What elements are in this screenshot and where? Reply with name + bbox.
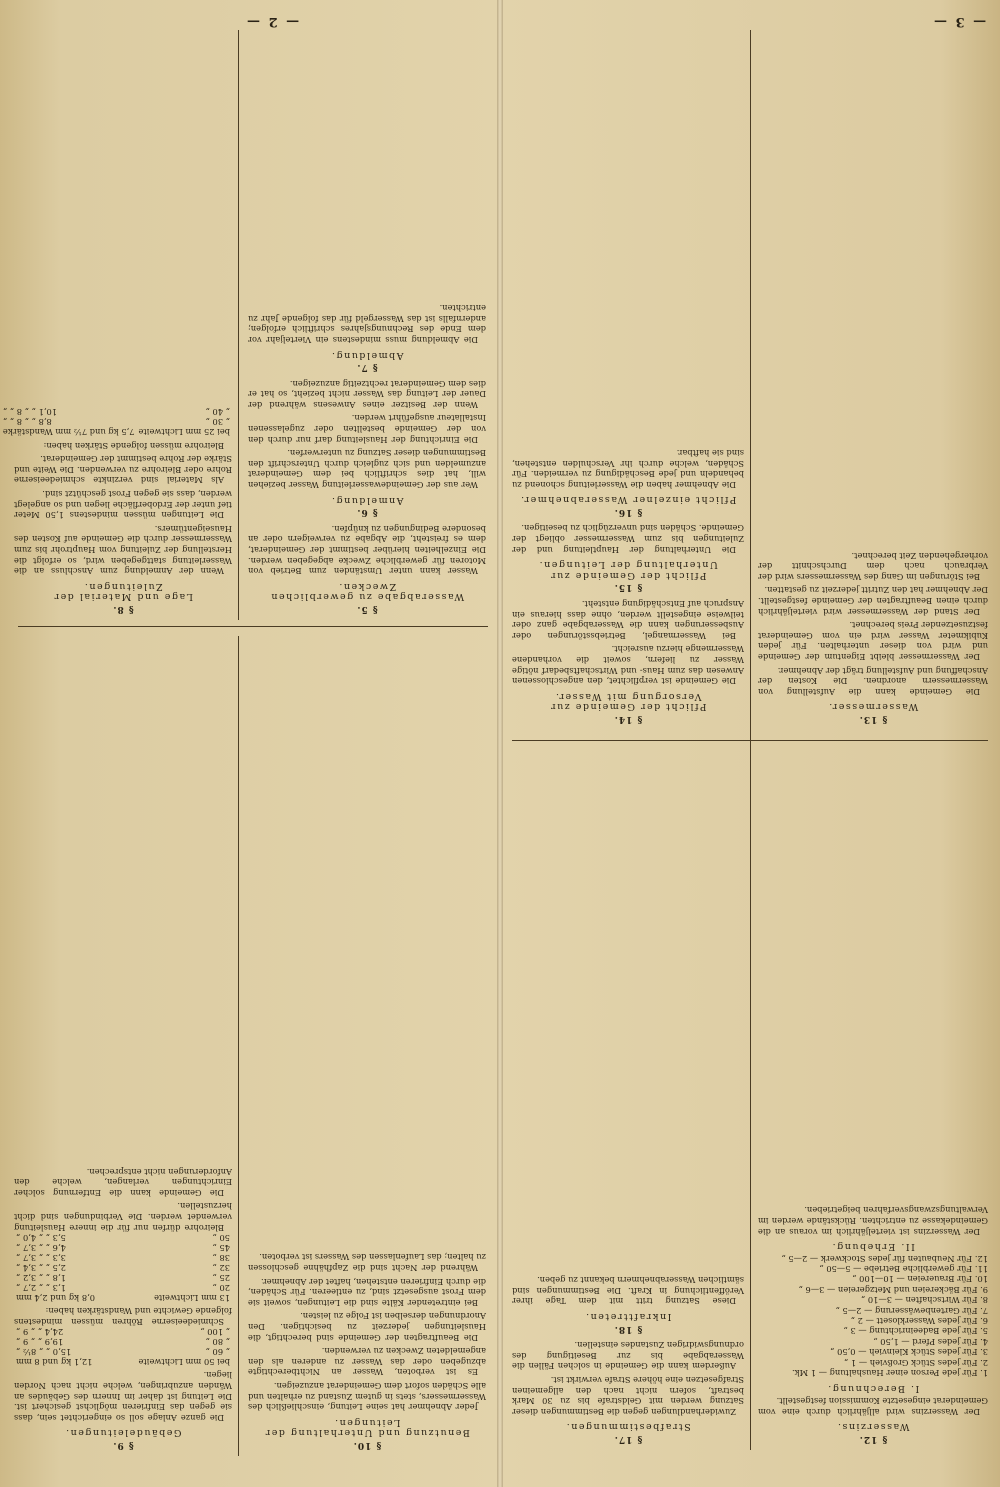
section-heading: § 9.	[112, 1440, 134, 1450]
paragraph: Als Material sind verzinkte schmiedeeiserne Rohre oder Bleirohre zu verwenden. Die Weite und Stärke der Rohre bestimmt der Gemeinderat.	[14, 454, 232, 486]
left-bottom-column-b	[14, 636, 232, 1456]
paragraph: Die Abnehmer haben die Wasserleitung schonend zu behandeln und jede Beschädigung zu vermeiden. Für Schäden, welche durch ihr Verschulden entstehen, sind sie haftbar.	[512, 447, 744, 490]
table-cell: 25 „	[212, 1272, 230, 1283]
section-rule	[18, 626, 488, 627]
table-cell: bei 50 mm Lichtweite	[138, 1356, 230, 1367]
section-heading: § 17.	[613, 1434, 643, 1444]
table-row	[14, 1357, 232, 1367]
right-bottom-column-b	[758, 30, 988, 730]
table-cell: 20 „	[212, 1282, 230, 1293]
paragraph: Der Wasserzins wird alljährlich durch eine vom Gemeinderat eingesetzte Kommission festgestellt.	[758, 1396, 988, 1417]
page-3	[500, 0, 1000, 1487]
fee-list	[758, 1253, 988, 1378]
section-heading: § 6.	[356, 507, 378, 518]
table-cell: 7,5 kg und 7½ mm Wandstärke	[2, 427, 135, 438]
section-title: Benutzung und Unterhaltung der Leitungen.	[264, 1416, 470, 1439]
table-row	[14, 1327, 232, 1337]
paragraph: Die Einrichtung der Hausleitung darf nur durch den von der Gemeinde bestellten oder zugelassenen Installateur ausgeführt werden.	[248, 413, 486, 445]
paragraph: Die Leitungen müssen mindestens 1,50 Meter tief unter der Erdoberfläche liegen und so angelegt werden, dass sie gegen Frost geschützt sind.	[14, 489, 232, 521]
paragraph: Wer aus der Gemeindewasserleitung Wasser beziehen will, hat dies schriftlich bei dem Gemeinderat anzumelden und sich zugleich durch Unterschrift den Bestimmungen dieser Satzung zu unterwerfen.	[248, 448, 486, 491]
section-rule	[512, 740, 988, 741]
paragraph: Bleirohre dürfen nur für die innere Hausleitung verwendet werden. Die Verbindungen sind dicht herzustellen.	[14, 1201, 232, 1233]
right-top-column-a	[512, 30, 744, 730]
paragraph: Wenn der Anmeldung zum Anschluss an die Wasserleitung stattgegeben wird, so erfolgt die Herstellung der Zuleitung vom Hauptrohr bis zum Wassermesser durch die Gemeinde auf Kosten des Hauseigentümers.	[14, 523, 232, 577]
section-heading: § 13.	[858, 714, 888, 724]
table-cell: 5,3 „ „ 4,0 „	[16, 1232, 66, 1243]
table-row	[1, 407, 232, 417]
table-row	[14, 1253, 232, 1263]
table-row	[14, 1243, 232, 1253]
list-item: 6. Für jedes Wasserklosett — 2 „	[850, 1316, 988, 1326]
column-rule	[238, 30, 239, 620]
section-title: Abmeldung.	[330, 349, 404, 361]
table-cell: 1,8 „ „ 3,2 „	[16, 1272, 66, 1283]
list-item: 12. Für Neubauten für jedes Stockwerk — 2—5 „	[781, 1253, 988, 1264]
section-heading: § 8.	[112, 604, 134, 614]
list-item: 9. Für Bäckereien und Metzgereien — 3—6 „	[798, 1284, 988, 1295]
table-cell: bei 25 mm Lichtweite	[138, 427, 230, 438]
subsection-title: I. Berechnung.	[826, 1382, 920, 1394]
section-title: Pflicht der Gemeinde zur Unterhaltung der Leitungen.	[538, 559, 718, 581]
table-cell: „ 80 „	[205, 1336, 230, 1347]
list-item: 3. Für jedes Stück Kleinvieh — 0,50 „	[830, 1347, 988, 1358]
pipe-table	[14, 1233, 232, 1303]
right-top-column-b	[758, 750, 988, 1450]
section-heading: § 14.	[613, 714, 643, 724]
paragraph: Die Gemeinde kann die Entfernung solcher Einrichtungen verlangen, welche den Anforderungen nicht entsprechen.	[14, 1166, 232, 1198]
table-cell: „ 40 „	[205, 407, 230, 418]
table-cell: 12,1 kg und 8 mm	[16, 1356, 93, 1367]
list-item: 10. Für Brauereien — 10—100 „	[852, 1274, 988, 1285]
table-row	[14, 1233, 232, 1243]
section-title: Anmeldung.	[330, 494, 404, 506]
table-cell: 8,8 „ „ 8 „ „	[2, 417, 52, 428]
page-number-3: — 3 —	[932, 14, 987, 29]
subsection-title: II. Erhebung.	[831, 1241, 915, 1253]
table-cell: „ 30 „	[205, 417, 230, 428]
section-heading: § 18.	[613, 1323, 643, 1334]
left-bottom-column-a	[248, 636, 486, 1456]
paragraph: Wenn der Besitzer eines Anwesens während der Dauer der Leitung das Wasser nicht bezieht, so hat er dies dem Gemeinderat rechtzeitig anzuzeigen.	[248, 378, 486, 410]
table-row	[14, 1293, 232, 1303]
table-row	[14, 1337, 232, 1347]
pipe-table	[1, 407, 232, 437]
table-row	[14, 1263, 232, 1273]
pipe-table	[14, 1327, 232, 1367]
table-cell: 1,3 „ „ 2,7 „	[16, 1282, 66, 1293]
table-cell: 4,6 „ „ 3,7 „	[16, 1242, 66, 1253]
section-heading: § 12.	[858, 1434, 888, 1444]
table-cell: 19,9 „ „ 9 „	[16, 1336, 64, 1347]
table-cell: 38 „	[212, 1252, 230, 1263]
section-title: Wassermesser.	[827, 701, 919, 713]
section-title: Pflicht der Gemeinde zur Versorgung mit Wasser.	[549, 690, 707, 713]
table-cell: 45 „	[212, 1242, 230, 1253]
section-heading: § 10.	[352, 1440, 382, 1450]
right-bottom-column-a	[512, 750, 744, 1450]
paragraph: Die Beauftragten der Gemeinde sind berechtigt, die Hausleitungen jederzeit zu besichtigen. Den Anordnungen derselben ist Folge zu leisten.	[248, 1311, 486, 1343]
left-top-column-b	[2, 30, 232, 620]
section-title: Lage und Material der Zuleitungen.	[53, 580, 193, 603]
left-top-column-a	[248, 30, 486, 620]
paragraph: Während der Nacht sind die Zapfhähne geschlossen zu halten; das Laufenlassen des Wassers ist verboten.	[248, 1252, 486, 1274]
section-heading: § 15.	[613, 582, 643, 593]
table-cell: 50 „	[212, 1232, 230, 1243]
section-heading: § 5.	[356, 604, 378, 614]
paragraph: Die Unterhaltung der Hauptleitung und der Zuleitungen bis zum Wassermesser obliegt der Gemeinde. Schäden sind unverzüglich zu beseitigen.	[512, 523, 744, 555]
table-row	[14, 1347, 232, 1357]
list-item: 4. Für jedes Pferd — 1,50 „	[873, 1336, 988, 1347]
section-title: Wasserzins.	[836, 1421, 910, 1433]
paragraph: Bleirohre müssen folgende Stärken haben:	[43, 440, 224, 451]
paragraph: Bei Wassermangel, Betriebsstörungen oder Ausbesserungen kann die Wasserabgabe ganz oder teilweise eingestellt werden, ohne dass hieraus ein Anspruch auf Entschädigung entsteht.	[512, 599, 744, 641]
table-cell: 32 „	[212, 1262, 230, 1273]
paragraph: Jeder Abnehmer hat seine Leitung, einschließlich des Wassermessers, stets in gutem Zustand zu erhalten und alle Schäden sofort dem Gemeinderat anzuzeigen.	[248, 1381, 486, 1413]
table-row	[1, 427, 232, 437]
table-row	[1, 417, 232, 427]
section-title: Wasserabgabe zu gewerblichen Zwecken.	[269, 580, 465, 603]
table-cell: „ 60 „	[205, 1346, 230, 1357]
page-number-2: — 2 —	[245, 14, 300, 29]
paragraph: Es ist verboten, Wasser an Nichtberechtigte abzugeben oder das Wasser zu anderen als den angemeldeten Zwecken zu verwenden.	[248, 1346, 486, 1378]
list-item: 7. Für Gartenbewässerung — 2—5 „	[835, 1305, 988, 1316]
table-cell: „ 100 „	[200, 1326, 230, 1337]
paragraph: Bei Störungen im Gang des Wassermessers wird der Verbrauch nach dem Durchschnitt der vorhergehenden Zeit berechnet.	[758, 550, 988, 582]
paragraph: Bei eintretender Kälte sind die Leitungen, soweit sie dem Frost ausgesetzt sind, zu entleeren. Für Schäden, die durch Einfrieren entstehen, haftet der Abnehmer.	[248, 1276, 486, 1308]
paragraph: Außerdem kann die Gemeinde in solchen Fällen die Wasserabgabe bis zur Beseitigung des ordnungswidrigen Zustandes einstellen.	[512, 1340, 744, 1372]
section-title: Strafbestimmungen.	[565, 1421, 691, 1433]
table-row	[14, 1273, 232, 1283]
table-cell: 0,8 kg und 2,4 mm	[16, 1292, 96, 1303]
paragraph: Schmiedeeiserne Röhren müssen mindestens folgende Gewichte und Wandstärken haben:	[14, 1306, 232, 1327]
column-rule	[238, 636, 239, 1456]
section-title: Pflicht einzelner Wasserabnehmer.	[519, 494, 737, 506]
section-title: Gebäudeleitungen.	[64, 1427, 182, 1439]
paragraph: Der Wasserzins ist vierteljährlich im voraus an die Gemeindekasse zu entrichten. Rückstände werden im Verwaltungszwangsverfahren beigetrieben.	[758, 1205, 988, 1237]
list-item: 11. Für gewerbliche Betriebe — 5—50 „	[819, 1263, 988, 1274]
paragraph: Die Gemeinde kann die Aufstellung von Wassermessern anordnen. Die Kosten der Anschaffung und Aufstellung trägt der Abnehmer.	[758, 665, 988, 697]
table-cell: 24,4 „ „ 9 „	[16, 1326, 64, 1337]
paragraph: Der Wassermesser bleibt Eigentum der Gemeinde und wird von dieser unterhalten. Für jeden Kubikmeter Wasser wird ein vom Gemeinderat festzusetzender Preis berechnet.	[758, 620, 988, 663]
paragraph: Die Abmeldung muss mindestens ein Vierteljahr vor dem Ende des Rechnungsjahres schriftlich erfolgen; andernfalls ist das Wassergeld für das folgende Jahr zu entrichten.	[248, 303, 486, 345]
table-cell: 10,1 „ „ 8 „ „	[2, 407, 58, 418]
section-heading: § 7.	[356, 362, 378, 373]
section-title: Inkrafttreten.	[584, 1311, 672, 1323]
list-item: 2. Für jedes Stück Großvieh — 1 „	[843, 1357, 988, 1368]
paragraph: Wasser kann unter Umständen zum Betrieb von Motoren für gewerbliche Zwecke abgegeben werden. Die Einzelheiten hierüber bestimmt der Gemeinderat, dem es freisteht, die Abgabe zu verweigern oder an besondere Bedingungen zu knüpfen.	[248, 523, 486, 577]
table-cell: 15,0 „ „ 8½ „	[16, 1346, 72, 1357]
paragraph: Der Stand der Wassermesser wird vierteljährlich durch einen Beauftragten der Gemeinde festgestellt. Der Abnehmer hat den Zutritt jederzeit zu gestatten.	[758, 585, 988, 617]
section-heading: § 16.	[613, 506, 643, 517]
paragraph: Diese Satzung tritt mit dem Tage ihrer Veröffentlichung in Kraft. Die Bestimmungen sind sämtlichen Wasserabnehmern bekannt zu geben.	[512, 1275, 744, 1307]
paragraph: Zuwiderhandlungen gegen die Bestimmungen dieser Satzung werden mit Geldstrafe bis zu 30 Mark bestraft, sofern nicht nach den allgemeinen Strafgesetzen eine höhere Strafe verwirkt ist.	[512, 1375, 744, 1417]
table-row	[14, 1283, 232, 1293]
table-cell: 13 mm Lichtweite	[154, 1292, 230, 1303]
list-item: 1. Für jede Person einer Haushaltung — 1 Mk.	[791, 1368, 988, 1379]
paragraph: Die Gemeinde ist verpflichtet, den angeschlossenen Anwesen das zum Haus- und Wirtschaftsbedarf nötige Wasser zu liefern, soweit die vorhandene Wassermenge hierzu ausreicht.	[512, 644, 744, 687]
list-item: 8. Für Wirtschaften — 3—10 „	[860, 1295, 988, 1306]
list-item: 5. Für jede Badeeinrichtung — 3 „	[843, 1326, 988, 1337]
paragraph: Die ganze Anlage soll so eingerichtet sein, dass sie gegen das Einfrieren möglichst gesichert ist. Die Leitung ist daher im Innern des Gebäudes an Wänden anzubringen, welche nicht nach Norden liegen.	[14, 1370, 232, 1423]
table-cell: 2,5 „ „ 3,4 „	[16, 1262, 66, 1273]
table-cell: 3,3 „ „ 3,7 „	[16, 1252, 66, 1263]
